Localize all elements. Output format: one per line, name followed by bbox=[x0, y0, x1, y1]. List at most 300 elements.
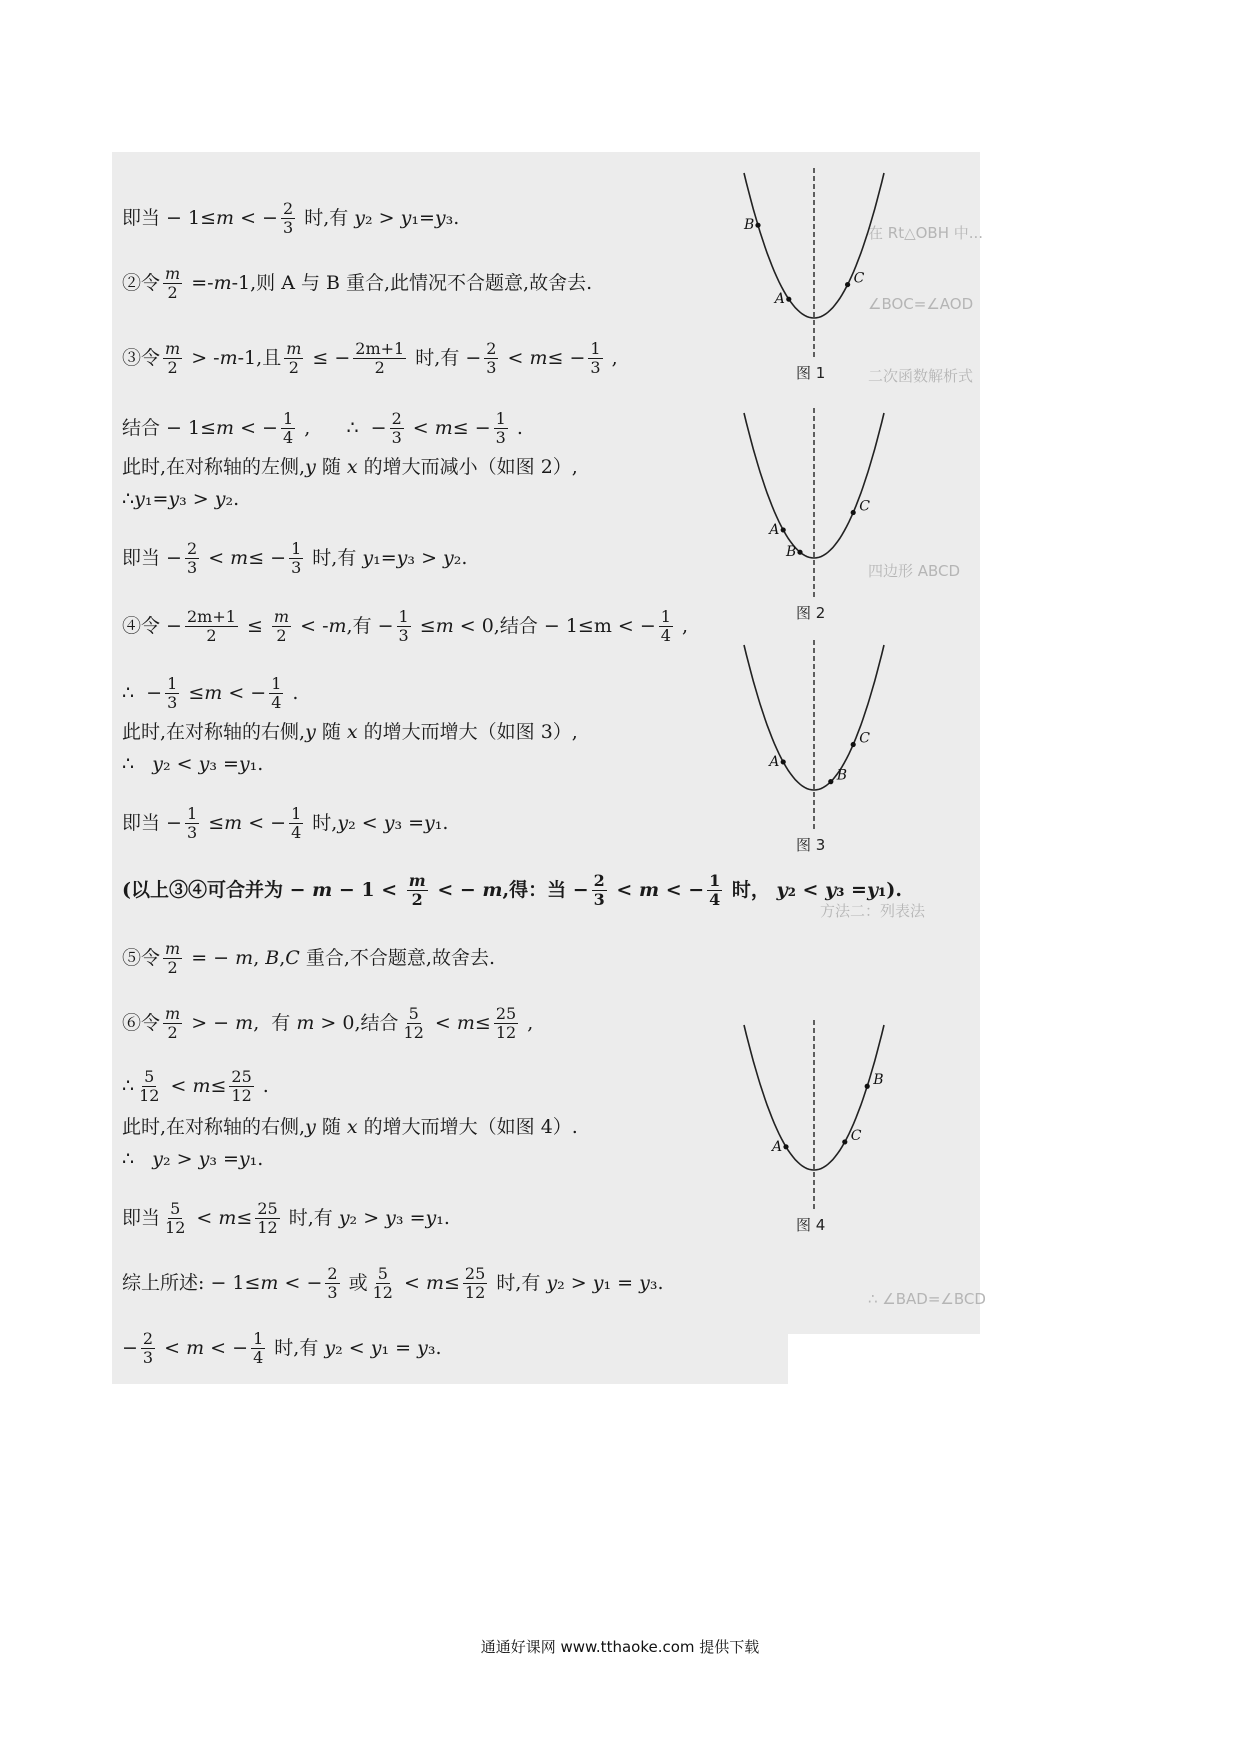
fraction bbox=[484, 340, 498, 376]
math-variable: m bbox=[328, 614, 347, 637]
text-segment: 随 bbox=[315, 1116, 347, 1138]
fraction bbox=[185, 608, 238, 644]
text-segment: ≤ bbox=[240, 614, 269, 637]
fraction bbox=[325, 1265, 339, 1301]
figure-caption: 图 4 bbox=[796, 1216, 826, 1234]
bleed-through-text: 在 Rt△OBH 中... bbox=[868, 224, 984, 242]
fraction-numerator: 1 bbox=[590, 339, 601, 358]
text-segment: -1,则 A 与 B 重合,此情况不合题意,故舍去. bbox=[231, 271, 593, 294]
fraction-denominator: 2 bbox=[167, 1022, 178, 1042]
fraction-numerator: 1 bbox=[253, 1329, 264, 1348]
fraction-numerator: 5 bbox=[170, 1199, 181, 1218]
text-segment: − bbox=[122, 1336, 138, 1359]
text-segment: < bbox=[202, 546, 231, 569]
text-segment: 时,有 − bbox=[409, 346, 482, 369]
text-segment: 即当 − bbox=[122, 811, 182, 834]
fraction bbox=[463, 1265, 487, 1301]
text-segment: , ∴ − bbox=[298, 416, 387, 439]
math-variable: m bbox=[434, 416, 453, 439]
fraction-denominator: 3 bbox=[590, 357, 601, 377]
fraction bbox=[251, 1330, 265, 1366]
solution-line bbox=[122, 872, 902, 908]
scan-edge bbox=[788, 1334, 980, 1386]
text-segment: ∴ bbox=[122, 753, 153, 775]
fraction-numerator: 2 bbox=[142, 1329, 154, 1348]
fraction bbox=[707, 872, 722, 908]
fraction bbox=[281, 410, 295, 446]
text-segment: ②令 bbox=[122, 271, 161, 294]
text-segment: ₁). bbox=[878, 878, 902, 901]
math-variable: x bbox=[346, 1116, 358, 1138]
fraction-numerator: 2 bbox=[391, 409, 402, 428]
fraction-denominator: 12 bbox=[464, 1282, 486, 1302]
math-variable: m bbox=[219, 346, 238, 369]
parabola-diagram bbox=[724, 1020, 904, 1210]
fraction-numerator: 2m+1 bbox=[355, 339, 405, 358]
point-label: A bbox=[774, 291, 785, 308]
math-variable: y bbox=[370, 1336, 382, 1359]
text-segment: < bbox=[158, 1336, 187, 1359]
fraction bbox=[588, 340, 602, 376]
fraction bbox=[592, 872, 607, 908]
fraction-numerator: 25 bbox=[231, 1067, 252, 1086]
fraction-numerator: 5 bbox=[408, 1004, 419, 1023]
text-segment: -1,且 bbox=[237, 346, 282, 369]
fraction bbox=[269, 675, 283, 711]
math-variable: y bbox=[546, 1271, 558, 1294]
text-segment: 时,有 bbox=[282, 1206, 339, 1229]
text-segment: ₂ < bbox=[162, 753, 199, 775]
text-segment: ₃ = bbox=[209, 1148, 239, 1170]
math-variable: y bbox=[134, 488, 145, 510]
text-segment: (以上③④可合并为 − bbox=[122, 878, 313, 901]
fraction-denominator: 12 bbox=[231, 1085, 252, 1105]
math-variable: m bbox=[273, 607, 290, 626]
text-segment: ,得：当 − bbox=[502, 878, 589, 901]
figure-caption: 图 2 bbox=[796, 604, 826, 622]
math-variable: y bbox=[305, 1116, 316, 1138]
parabola-diagram bbox=[724, 408, 904, 598]
text-segment: < − bbox=[430, 878, 483, 901]
text-segment: ₃ > bbox=[407, 546, 444, 569]
point-label: B bbox=[786, 544, 797, 561]
fraction-numerator: 5 bbox=[144, 1067, 155, 1086]
text-segment: 时, bbox=[306, 811, 338, 834]
fraction-denominator: 4 bbox=[660, 625, 671, 645]
text-segment: ④令 − bbox=[122, 614, 182, 637]
text-segment: ∴ bbox=[122, 488, 135, 510]
solution-line bbox=[122, 540, 467, 576]
curve-point bbox=[851, 742, 856, 747]
text-segment: ₃. bbox=[427, 1336, 442, 1359]
fraction-denominator: 12 bbox=[403, 1022, 424, 1042]
bleed-through-text: ∴ ∠BAD=∠BCD bbox=[868, 1290, 986, 1308]
curve-point bbox=[783, 1144, 788, 1149]
math-variable: m bbox=[312, 878, 333, 901]
fraction-numerator: 1 bbox=[709, 871, 721, 890]
text-segment: ∴ bbox=[122, 1074, 135, 1097]
curve-point bbox=[845, 282, 850, 287]
fraction-denominator: 3 bbox=[495, 427, 506, 447]
text-segment: , bbox=[253, 946, 266, 969]
parabola-figure bbox=[724, 408, 904, 622]
text-segment: < bbox=[190, 1206, 219, 1229]
math-variable: m bbox=[216, 206, 235, 229]
text-segment: ⑤令 bbox=[122, 946, 161, 969]
text-segment: ₂ < bbox=[348, 811, 384, 834]
point-label: B bbox=[744, 217, 755, 234]
curve-point bbox=[781, 527, 786, 532]
math-variable: m bbox=[165, 339, 181, 358]
text-segment: < bbox=[428, 1011, 457, 1034]
text-segment: 的增大而增大（如图 4）. bbox=[357, 1116, 578, 1138]
fraction bbox=[163, 1005, 182, 1041]
fraction-numerator: 25 bbox=[257, 1199, 278, 1218]
bleed-through-text: 方法二：列表法 bbox=[820, 902, 926, 920]
fraction-denominator: 4 bbox=[282, 427, 294, 447]
fraction-numerator bbox=[407, 872, 428, 891]
math-variable: y bbox=[443, 546, 454, 569]
math-variable: y bbox=[152, 753, 163, 775]
fraction bbox=[185, 805, 199, 841]
fraction bbox=[185, 540, 199, 576]
text-segment: > 0,结合 bbox=[314, 1011, 399, 1034]
curve-point bbox=[851, 510, 856, 515]
fraction-denominator: 2 bbox=[288, 357, 299, 377]
text-segment: < bbox=[609, 878, 639, 901]
fraction bbox=[289, 805, 303, 841]
point-label: B bbox=[836, 767, 848, 784]
math-variable: m bbox=[235, 1011, 254, 1034]
fraction-denominator: 12 bbox=[139, 1085, 160, 1105]
fraction-denominator: 12 bbox=[495, 1022, 517, 1042]
math-variable: y bbox=[639, 1271, 650, 1294]
curve-point bbox=[786, 297, 791, 302]
math-variable: m bbox=[425, 1271, 444, 1294]
text-segment: . bbox=[286, 681, 299, 704]
math-variable: y bbox=[400, 206, 412, 229]
fraction-denominator: 3 bbox=[186, 557, 198, 577]
curve-point bbox=[842, 1139, 847, 1144]
math-variable: y bbox=[424, 811, 435, 834]
text-segment: < − bbox=[278, 1271, 323, 1294]
fraction-numerator: 2 bbox=[486, 339, 497, 358]
bleed-through-text: 四边形 ABCD bbox=[868, 562, 961, 580]
fraction-numerator bbox=[163, 340, 182, 359]
bleed-through-text: 二次函数解析式 bbox=[868, 367, 974, 385]
fraction bbox=[353, 340, 406, 376]
point-label: C bbox=[853, 270, 865, 287]
solution-line bbox=[122, 723, 578, 742]
solution-line bbox=[122, 340, 618, 376]
text-segment: ≤ − bbox=[306, 346, 351, 369]
math-variable: C bbox=[285, 946, 300, 969]
text-segment: , bbox=[675, 614, 689, 637]
fraction-numerator: 1 bbox=[291, 539, 302, 558]
text-segment: ₂ < bbox=[335, 1336, 371, 1359]
text-segment: < bbox=[406, 416, 435, 439]
math-variable: m bbox=[286, 339, 302, 358]
fraction-denominator: 4 bbox=[271, 692, 282, 712]
fraction-numerator: 1 bbox=[186, 804, 198, 823]
fraction bbox=[281, 200, 295, 236]
fraction bbox=[289, 540, 303, 576]
text-segment: ≤ bbox=[182, 681, 205, 704]
text-segment: ≤ bbox=[474, 1011, 491, 1034]
text-segment: ≤ bbox=[202, 811, 225, 834]
point-label: B bbox=[873, 1072, 884, 1089]
text-segment: ₂ > bbox=[557, 1271, 593, 1294]
fraction bbox=[229, 1068, 253, 1104]
text-segment: 的增大而增大（如图 3）, bbox=[357, 721, 578, 743]
text-segment: ₁. bbox=[434, 811, 449, 834]
solution-line bbox=[122, 200, 459, 236]
fraction-numerator: 25 bbox=[495, 1004, 517, 1023]
parabola-diagram bbox=[724, 168, 904, 358]
text-segment: 结合 − 1≤ bbox=[122, 416, 217, 439]
text-segment: ₁. bbox=[249, 1148, 264, 1170]
fraction-denominator: 4 bbox=[291, 822, 302, 842]
fraction-numerator: 1 bbox=[167, 674, 178, 693]
text-segment: < − bbox=[242, 811, 287, 834]
text-segment: ₃ = bbox=[209, 753, 239, 775]
curve-point bbox=[797, 550, 802, 555]
math-variable: m bbox=[224, 811, 243, 834]
point-label: A bbox=[769, 521, 780, 538]
math-variable: y bbox=[434, 206, 446, 229]
text-segment: ₁= bbox=[373, 546, 397, 569]
text-segment: < bbox=[501, 346, 530, 369]
fraction-numerator: 1 bbox=[495, 409, 506, 428]
fraction bbox=[137, 1068, 161, 1104]
text-segment: , bbox=[279, 946, 286, 969]
fraction-numerator bbox=[163, 265, 182, 284]
fraction bbox=[163, 340, 182, 376]
math-variable: m bbox=[435, 614, 454, 637]
math-variable: m bbox=[186, 1336, 205, 1359]
solution-line bbox=[122, 1265, 664, 1301]
text-segment: ∴ bbox=[122, 1148, 153, 1170]
point-label: A bbox=[772, 1138, 783, 1155]
solution-line bbox=[122, 1005, 533, 1041]
fraction-denominator: 3 bbox=[291, 557, 302, 577]
math-variable: m bbox=[230, 546, 249, 569]
math-variable: m bbox=[192, 1074, 211, 1097]
math-variable: y bbox=[337, 811, 349, 834]
solution-line bbox=[122, 805, 448, 841]
text-segment: < - bbox=[294, 614, 329, 637]
parabola-figure bbox=[724, 168, 904, 382]
math-variable: y bbox=[385, 1206, 396, 1229]
fraction bbox=[141, 1330, 155, 1366]
curve-point bbox=[781, 759, 786, 764]
solution-line bbox=[122, 265, 592, 301]
math-variable: y bbox=[417, 1336, 428, 1359]
text-segment: 此时,在对称轴的右侧, bbox=[122, 721, 306, 743]
fraction-numerator bbox=[272, 608, 291, 627]
text-segment: < bbox=[164, 1074, 193, 1097]
text-segment: 随 bbox=[315, 456, 347, 478]
text-segment: ₂ > bbox=[162, 1148, 199, 1170]
math-variable: x bbox=[346, 456, 358, 478]
curve-point bbox=[865, 1084, 870, 1089]
text-segment: =- bbox=[185, 271, 214, 294]
math-variable: y bbox=[396, 546, 408, 569]
math-variable: m bbox=[165, 264, 181, 283]
text-segment: 重合,不合题意,故舍去. bbox=[299, 946, 496, 969]
fraction-numerator: 2 bbox=[186, 539, 198, 558]
text-segment: ≤ − bbox=[248, 546, 287, 569]
math-variable: m bbox=[408, 871, 426, 890]
fraction bbox=[390, 410, 404, 446]
fraction-denominator: 2 bbox=[276, 625, 287, 645]
fraction-denominator: 3 bbox=[282, 217, 294, 237]
fraction bbox=[255, 1200, 279, 1236]
text-segment: 此时,在对称轴的左侧, bbox=[122, 456, 306, 478]
text-segment: ≤ bbox=[413, 614, 436, 637]
text-segment: ₁. bbox=[436, 1206, 450, 1229]
fraction-numerator: 1 bbox=[660, 607, 671, 626]
fraction-denominator: 2 bbox=[167, 357, 178, 377]
text-segment: 此时,在对称轴的右侧, bbox=[122, 1116, 306, 1138]
text-segment: < − bbox=[659, 878, 705, 901]
text-segment: ≤ − bbox=[452, 416, 491, 439]
fraction-denominator: 3 bbox=[391, 427, 402, 447]
fraction-denominator: 12 bbox=[257, 1217, 278, 1237]
math-variable: y bbox=[866, 878, 879, 901]
text-segment: ≤ bbox=[210, 1074, 227, 1097]
text-segment: < bbox=[397, 1271, 426, 1294]
fraction-numerator: 1 bbox=[291, 804, 302, 823]
fraction-denominator: 3 bbox=[142, 1347, 154, 1367]
fraction-numerator: 2 bbox=[593, 871, 605, 890]
fraction-denominator: 4 bbox=[253, 1347, 264, 1367]
point-label: C bbox=[850, 1127, 862, 1144]
fraction bbox=[165, 675, 179, 711]
fraction bbox=[163, 1200, 187, 1236]
text-segment: ₂ < bbox=[787, 878, 826, 901]
point-label: A bbox=[769, 753, 780, 770]
text-segment: < − bbox=[234, 416, 278, 439]
text-segment: > - bbox=[185, 346, 220, 369]
parabola-figure bbox=[724, 640, 904, 854]
fraction-denominator: 2 bbox=[167, 957, 178, 977]
math-variable: m bbox=[482, 878, 503, 901]
fraction-denominator: 2 bbox=[206, 625, 217, 645]
text-segment: 即当 bbox=[122, 1206, 161, 1229]
text-segment: , 有 bbox=[253, 1011, 297, 1034]
solution-line bbox=[122, 1118, 578, 1137]
fraction-denominator: 3 bbox=[398, 625, 409, 645]
text-segment: ₃ = bbox=[395, 1206, 426, 1229]
math-variable: y bbox=[152, 1148, 163, 1170]
fraction bbox=[402, 1005, 426, 1041]
math-variable: m bbox=[296, 1011, 315, 1034]
text-segment: ,有 − bbox=[346, 614, 394, 637]
fraction-denominator: 3 bbox=[186, 822, 198, 842]
solution-line bbox=[122, 490, 239, 509]
solution-line bbox=[122, 410, 523, 446]
text-segment: ₁ = bbox=[381, 1336, 418, 1359]
parabola-diagram bbox=[724, 640, 904, 830]
footer-watermark: 通通好课网 www.tthaoke.com 提供下载 bbox=[480, 1638, 760, 1656]
text-segment: 综上所述: − 1≤ bbox=[122, 1271, 261, 1294]
text-segment: ≤ bbox=[444, 1271, 460, 1294]
math-variable: m bbox=[529, 346, 548, 369]
text-segment: 即当 − 1≤ bbox=[122, 206, 217, 229]
text-segment: ₁= bbox=[411, 206, 435, 229]
fraction-denominator: 3 bbox=[486, 357, 497, 377]
fraction-denominator: 2 bbox=[374, 357, 385, 377]
fraction-numerator: 1 bbox=[398, 607, 409, 626]
text-segment: < 0,结合 − 1≤m < − bbox=[453, 614, 656, 637]
text-segment: 的增大而减小（如图 2）, bbox=[357, 456, 578, 478]
math-variable: y bbox=[362, 546, 374, 569]
fraction-numerator: 2 bbox=[327, 1264, 338, 1283]
math-variable: y bbox=[214, 488, 226, 510]
text-segment: , bbox=[605, 346, 618, 369]
text-segment: 即当 − bbox=[122, 546, 182, 569]
math-variable: m bbox=[216, 416, 235, 439]
math-variable: y bbox=[825, 878, 837, 901]
math-variable: y bbox=[238, 753, 250, 775]
solution-line bbox=[122, 1068, 269, 1104]
text-segment: ⑥令 bbox=[122, 1011, 161, 1034]
text-segment: 时,有 bbox=[268, 1336, 325, 1359]
math-variable: y bbox=[305, 456, 316, 478]
fraction bbox=[397, 608, 411, 644]
text-segment: = − bbox=[185, 946, 236, 969]
solution-line bbox=[122, 458, 578, 477]
text-segment: ③令 bbox=[122, 346, 161, 369]
fraction bbox=[163, 265, 182, 301]
solution-line bbox=[122, 1150, 263, 1169]
fraction-numerator: 2m+1 bbox=[186, 607, 236, 626]
text-segment: 随 bbox=[315, 721, 347, 743]
math-variable: m bbox=[235, 946, 254, 969]
math-variable: y bbox=[425, 1206, 437, 1229]
math-variable: m bbox=[218, 1206, 237, 1229]
curve-point bbox=[755, 223, 760, 228]
fraction-denominator: 12 bbox=[372, 1282, 393, 1302]
text-segment: ₂. bbox=[225, 488, 240, 510]
fraction-numerator: 5 bbox=[377, 1264, 388, 1283]
fraction bbox=[659, 608, 673, 644]
fraction-denominator: 3 bbox=[167, 692, 178, 712]
fraction bbox=[272, 608, 291, 644]
text-segment: ₃ > bbox=[179, 488, 215, 510]
text-segment: ₂ > bbox=[365, 206, 401, 229]
point-label: C bbox=[859, 498, 870, 515]
fraction-denominator: 4 bbox=[709, 889, 721, 909]
text-segment: < − bbox=[222, 681, 267, 704]
text-segment: < − bbox=[234, 206, 278, 229]
fraction-denominator: 3 bbox=[593, 889, 605, 909]
solution-line bbox=[122, 1330, 441, 1366]
math-variable: m bbox=[638, 878, 660, 901]
text-segment: ₂. bbox=[453, 546, 468, 569]
text-segment: ₂ > bbox=[349, 1206, 386, 1229]
fraction-denominator: 2 bbox=[411, 889, 423, 909]
math-variable: y bbox=[238, 1148, 250, 1170]
math-variable: m bbox=[260, 1271, 279, 1294]
text-segment: . bbox=[510, 416, 523, 439]
text-segment: ≤ bbox=[236, 1206, 253, 1229]
math-variable: m bbox=[204, 681, 223, 704]
fraction-numerator: 2 bbox=[282, 199, 294, 218]
fraction-numerator: 25 bbox=[464, 1264, 486, 1283]
math-variable: y bbox=[338, 1206, 350, 1229]
